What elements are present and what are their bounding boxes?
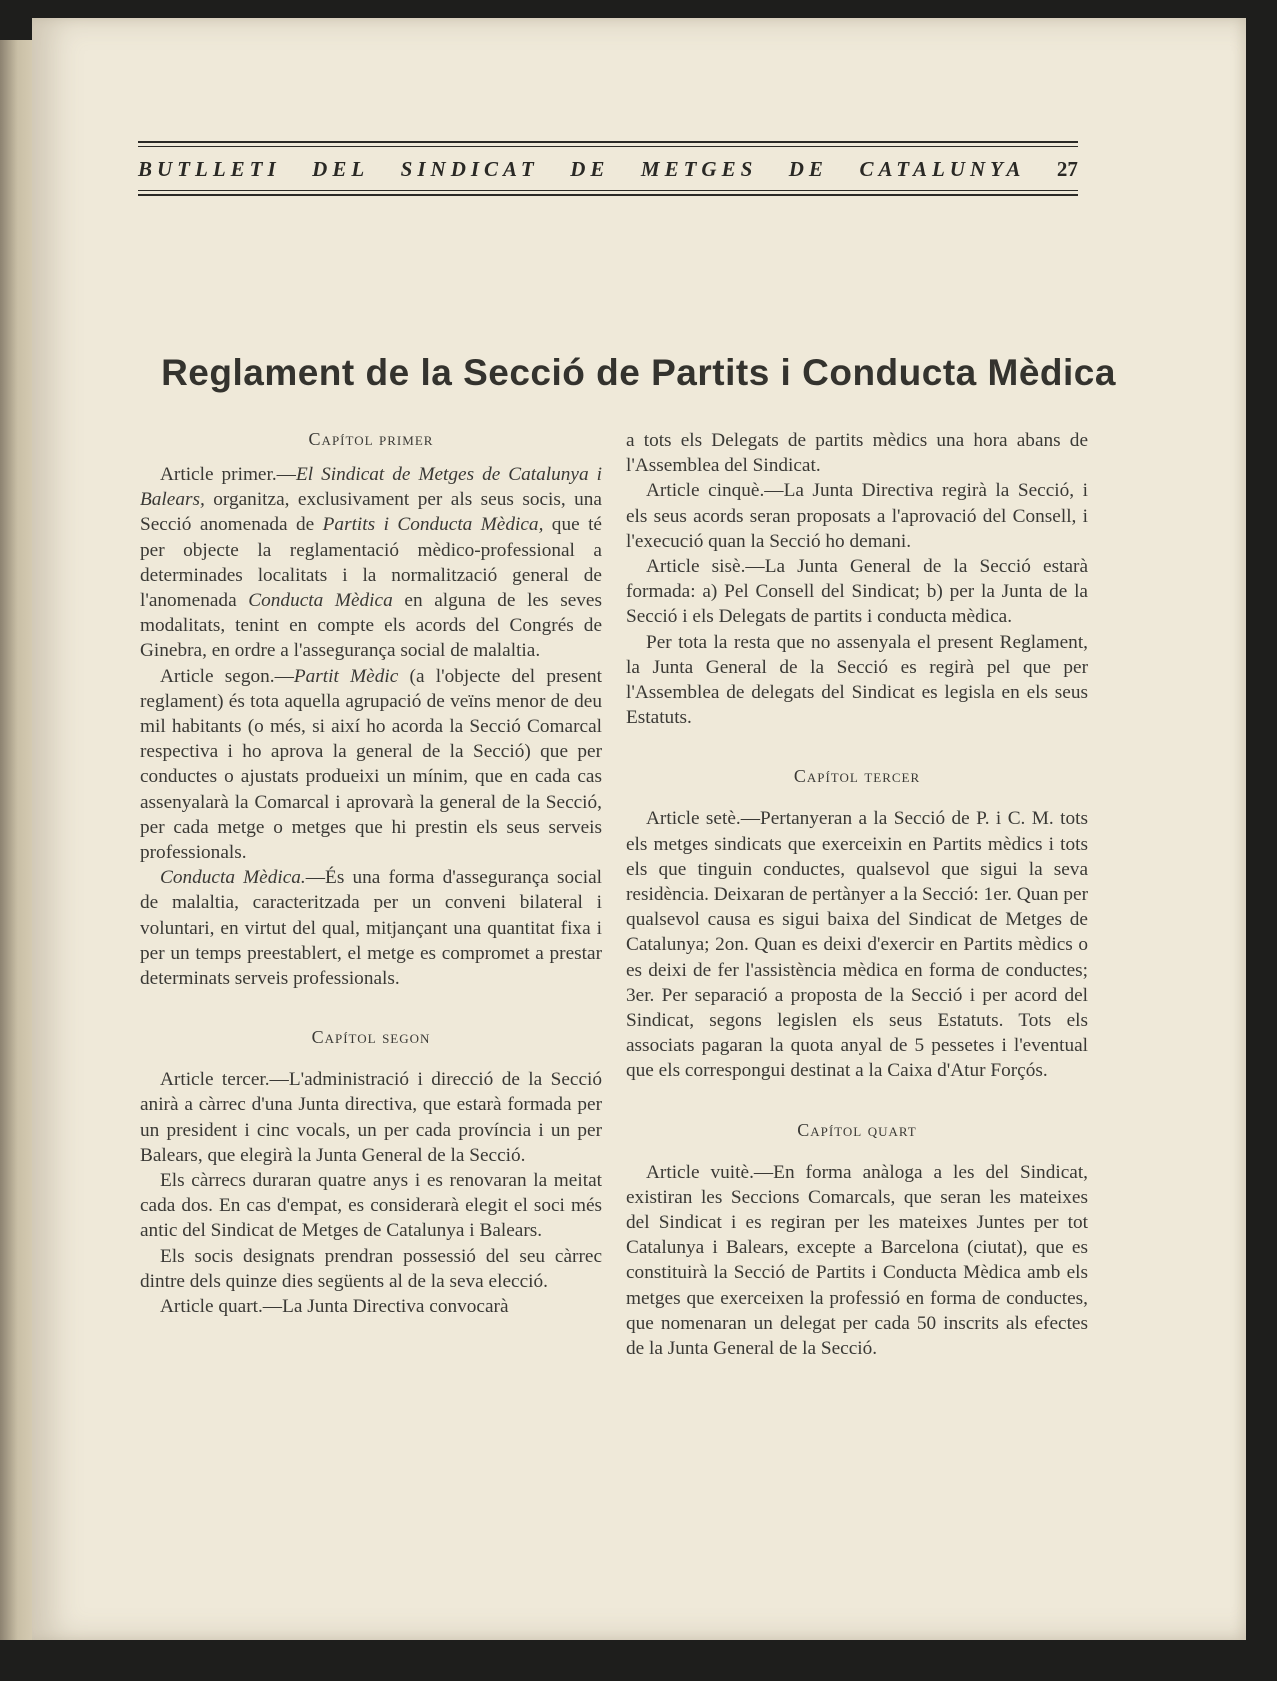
running-head-word: CATALUNYA — [859, 156, 1026, 181]
italic-text: Conducta Mèdica — [248, 590, 393, 612]
article-6: Article sisè.—La Junta General de la Secció estarà formada: a) Pel Consell del Sindicat; b) per la Junta de la Secció i els Delegats de partits i conducta mèdica. — [626, 556, 1088, 628]
article-7: Article setè.—Pertanyeran a la Secció de P. i C. M. tots els metges sindicats que exerceixin en Partits mèdics i tots els que tinguin conductes, qualsevol que sigui la seva residència. Deixaran de pertànyer a la Secció: 1er. Quan per qualsevol causa es sigui baixa del Sindicat de Metges de Catalunya; 2on. Quan es deixi d'exercir en Partits mèdics o es deixi de fer l'assistència mèdica en forma de conductes; 3er. Per separació a proposta de la Secció i per acord del Sindicat, segons legislen els seus Estatuts. Tots els associats pagaran la quota anyal de 5 pessetes i l'eventual que els correspongui destinat a la Caixa d'Atur Forçós. — [626, 808, 1088, 1082]
article-4-start: Article quart.—La Junta Directiva convocarà — [160, 1296, 509, 1318]
article-title: Reglament de la Secció de Partits i Conducta Mèdica — [161, 352, 1116, 393]
italic-text: El Sindicat de Metges de Catalunya i Balears, — [140, 464, 602, 511]
running-head-word: BUTLLETI — [138, 156, 281, 181]
running-head-word: SINDICAT — [400, 156, 539, 181]
right-column — [626, 428, 1088, 1361]
italic-text: Partit Mèdic — [293, 665, 399, 687]
running-head-word: DEL — [312, 156, 370, 181]
header-rule-bottom-thin — [138, 190, 1078, 191]
chapter-heading: Capítol quart — [797, 1119, 917, 1140]
body-text: en alguna de les seves modalitats, tenint en compte els acords del Congrés de Ginebra, en ordre a l'assegurança social de malaltia. — [140, 590, 602, 662]
header-rule-top — [138, 141, 1078, 143]
italic-text: Partits i Conducta Mèdica, — [322, 514, 544, 536]
running-head — [138, 156, 1078, 182]
italic-text: Conducta Mèdica. — [160, 867, 306, 889]
page-number: 27 — [1056, 156, 1078, 181]
chapter-heading: Capítol segon — [311, 1027, 431, 1048]
paragraph: Els socis designats prendran possessió del seu càrrec dintre dels quinze dies següents al de la seva elecció. — [140, 1245, 602, 1292]
header-rule-top-thin — [138, 146, 1078, 147]
running-head-word: DE — [788, 156, 828, 181]
chapter-heading: Capítol primer — [308, 429, 434, 449]
article-2 — [140, 664, 602, 866]
left-column — [140, 428, 602, 1319]
running-head-word: DE — [570, 156, 610, 181]
chapter-heading: Capítol tercer — [793, 766, 921, 787]
paragraph: Els càrrecs duraran quatre anys i es renovaran la meitat cada dos. En cas d'empat, es considerarà elegit el soci més antic del Sindicat de Metges de Catalunya i Balears. — [140, 1170, 602, 1242]
body-text: que té per objecte la reglamentació mèdico-professional a determinades localitats i la normalització general de l'anomenada — [140, 514, 602, 612]
running-head-word: METGES — [640, 156, 758, 181]
conducta-medica-definition — [140, 865, 602, 991]
body-text: —És una forma d'assegurança social de malaltia, caracteritzada per un conveni bilateral i voluntari, en virtut del qual, mitjançant una quantitat fixa i per un temps preestablert, el metge es compromet a prestar determinats serveis professionals. — [140, 867, 603, 990]
article-lead: Article primer.— — [160, 464, 296, 485]
body-text: (a l'objecte del present reglament) és tota aquella agrupació de veïns menor de deu mil habitants (o més, si així ho acorda la Secció Comarcal respectiva i ho aprova la general de la Secció) que per conductes o ajustats produeixi un mínim, que en cada cas assenyalarà la Comarcal i aprovarà la general de la Secció, per cada metge o metges que hi prestin els seus serveis professionals. — [140, 665, 602, 864]
article-5: Article cinquè.—La Junta Directiva regirà la Secció, i els seus acords seran proposats a l'aprovació del Consell, i l'execució quan la Secció ho demani. — [626, 480, 1088, 552]
article-3: Article tercer.—L'administració i direcció de la Secció anirà a càrrec d'una Junta directiva, que estarà formada per un president i cinc vocals, un per cada província i un per Balears, que elegirà la Junta General de la Secció. — [140, 1069, 602, 1166]
body-text: organitza, exclusivament per als seus socis, una Secció anomenada de — [140, 489, 602, 536]
paragraph: Per tota la resta que no assenyala el present Reglament, la Junta General de la Secció es regirà pel que per l'Assemblea de delegats del Sindicat es legisla en els seus Estatuts. — [626, 631, 1088, 729]
article-1 — [140, 462, 602, 664]
article-8: Article vuitè.—En forma anàloga a les del Sindicat, existiran les Seccions Comarcals, que seran les mateixes del Sindicat i es regiran per les mateixes Juntes per tot Catalunya i Balears, excepte a Barcelona (ciutat), que es constituirà la Secció de Partits i Conducta Mèdica amb els metges que exerceixen la professió en forma de conductes, que nomenaran un delegat per cada 50 inscrits als efectes de la Junta General de la Secció. — [626, 1161, 1088, 1360]
article-4-end: a tots els Delegats de partits mèdics una hora abans de l'Assemblea del Sindicat. — [626, 430, 1088, 477]
header-rule-bottom — [138, 194, 1078, 196]
article-lead: Article segon.— — [160, 665, 294, 687]
